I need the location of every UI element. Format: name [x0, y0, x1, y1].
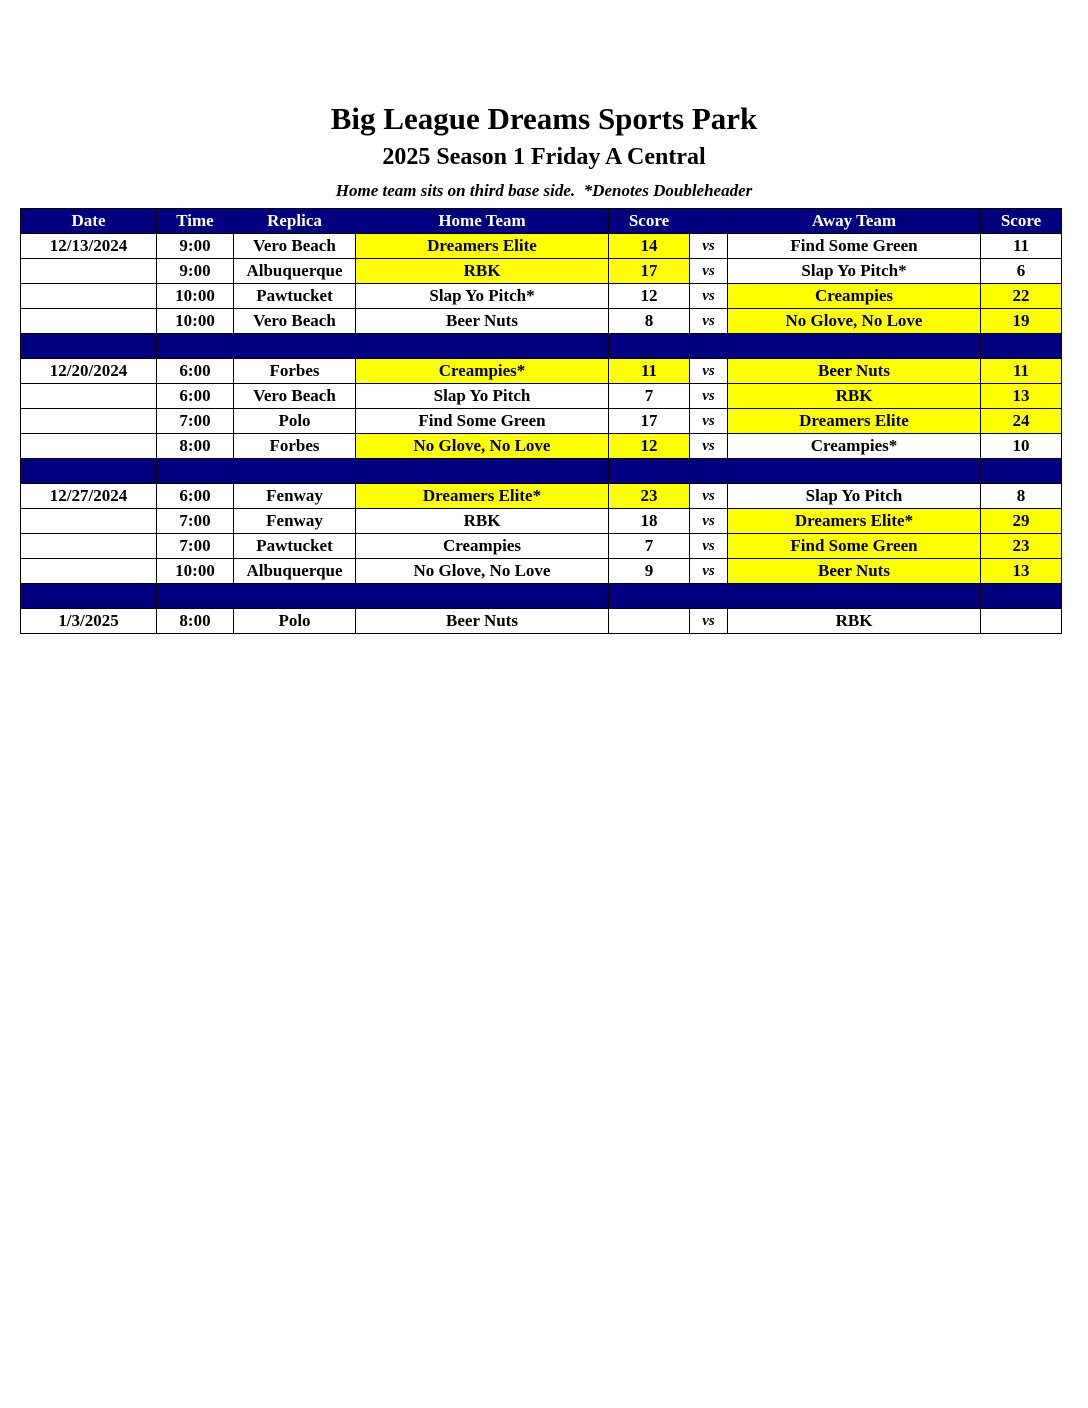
cell-home-score: 17: [609, 409, 690, 434]
cell-away-score: [981, 609, 1062, 634]
cell-home-score: 17: [609, 259, 690, 284]
cell-away-score: 23: [981, 534, 1062, 559]
cell-time: 7:00: [157, 509, 234, 534]
cell-away-score: 11: [981, 234, 1062, 259]
cell-home-score: 18: [609, 509, 690, 534]
cell-away-score: 6: [981, 259, 1062, 284]
separator-cell: [690, 334, 728, 359]
cell-date: 12/20/2024: [21, 359, 157, 384]
schedule-body: [21, 234, 1062, 634]
cell-replica: Pawtucket: [234, 284, 356, 309]
cell-time: 7:00: [157, 409, 234, 434]
cell-replica: Vero Beach: [234, 234, 356, 259]
separator-cell: [356, 584, 609, 609]
cell-date: [21, 284, 157, 309]
cell-time: 9:00: [157, 259, 234, 284]
separator-cell: [356, 334, 609, 359]
cell-vs: vs: [690, 509, 728, 534]
game-row: [21, 509, 1062, 534]
cell-replica: Pawtucket: [234, 534, 356, 559]
cell-away-team: Beer Nuts: [728, 559, 981, 584]
cell-away-team: No Glove, No Love: [728, 309, 981, 334]
header-time: Time: [157, 209, 234, 234]
game-row: [21, 609, 1062, 634]
cell-home-score: 8: [609, 309, 690, 334]
cell-home-team: Slap Yo Pitch: [356, 384, 609, 409]
cell-away-team: Beer Nuts: [728, 359, 981, 384]
cell-date: [21, 259, 157, 284]
cell-away-score: 11: [981, 359, 1062, 384]
cell-home-team: Creampies*: [356, 359, 609, 384]
separator-cell: [728, 459, 981, 484]
cell-home-score: 7: [609, 384, 690, 409]
header-away-score: Score: [981, 209, 1062, 234]
cell-replica: Forbes: [234, 359, 356, 384]
cell-away-team: Slap Yo Pitch*: [728, 259, 981, 284]
cell-away-team: RBK: [728, 384, 981, 409]
cell-date: [21, 559, 157, 584]
separator-cell: [690, 459, 728, 484]
cell-away-score: 22: [981, 284, 1062, 309]
game-row: [21, 434, 1062, 459]
cell-date: 12/13/2024: [21, 234, 157, 259]
cell-home-team: RBK: [356, 509, 609, 534]
separator-cell: [234, 584, 356, 609]
cell-away-score: 13: [981, 559, 1062, 584]
cell-home-team: Find Some Green: [356, 409, 609, 434]
schedule-note: Home team sits on third base side. *Denotes Doubleheader: [335, 181, 753, 200]
cell-time: 8:00: [157, 609, 234, 634]
cell-home-team: Beer Nuts: [356, 609, 609, 634]
cell-away-team: Find Some Green: [728, 234, 981, 259]
cell-replica: Vero Beach: [234, 384, 356, 409]
separator-cell: [728, 334, 981, 359]
header-home-team: Home Team: [356, 209, 609, 234]
separator-cell: [356, 459, 609, 484]
cell-vs: vs: [690, 409, 728, 434]
cell-home-team: No Glove, No Love: [356, 434, 609, 459]
separator-row: [21, 459, 1062, 484]
separator-cell: [21, 584, 157, 609]
separator-cell: [234, 459, 356, 484]
cell-time: 9:00: [157, 234, 234, 259]
separator-row: [21, 334, 1062, 359]
cell-away-team: RBK: [728, 609, 981, 634]
separator-cell: [981, 459, 1062, 484]
cell-vs: vs: [690, 309, 728, 334]
cell-away-team: Find Some Green: [728, 534, 981, 559]
game-row: [21, 284, 1062, 309]
cell-away-team: Creampies*: [728, 434, 981, 459]
cell-home-team: Dreamers Elite: [356, 234, 609, 259]
game-row: [21, 384, 1062, 409]
cell-time: 10:00: [157, 559, 234, 584]
cell-date: 12/27/2024: [21, 484, 157, 509]
cell-away-score: 29: [981, 509, 1062, 534]
header-row: [21, 209, 1062, 234]
page-title: Big League Dreams Sports Park: [330, 101, 758, 136]
cell-away-team: Dreamers Elite*: [728, 509, 981, 534]
separator-cell: [609, 334, 690, 359]
cell-vs: vs: [690, 609, 728, 634]
cell-vs: vs: [690, 559, 728, 584]
cell-vs: vs: [690, 534, 728, 559]
separator-cell: [21, 334, 157, 359]
cell-home-score: 23: [609, 484, 690, 509]
cell-time: 6:00: [157, 359, 234, 384]
game-row: [21, 409, 1062, 434]
cell-date: [21, 434, 157, 459]
separator-cell: [157, 584, 234, 609]
cell-time: 6:00: [157, 484, 234, 509]
game-row: [21, 234, 1062, 259]
header-away-team: Away Team: [728, 209, 981, 234]
separator-cell: [981, 584, 1062, 609]
cell-replica: Albuquerque: [234, 259, 356, 284]
separator-cell: [728, 584, 981, 609]
separator-cell: [157, 334, 234, 359]
cell-vs: vs: [690, 284, 728, 309]
cell-replica: Albuquerque: [234, 559, 356, 584]
separator-cell: [21, 459, 157, 484]
cell-vs: vs: [690, 434, 728, 459]
header-replica: Replica: [234, 209, 356, 234]
game-row: [21, 484, 1062, 509]
season-subtitle: 2025 Season 1 Friday A Central: [382, 144, 706, 170]
cell-time: 7:00: [157, 534, 234, 559]
separator-cell: [690, 584, 728, 609]
game-row: [21, 534, 1062, 559]
cell-home-team: Dreamers Elite*: [356, 484, 609, 509]
cell-vs: vs: [690, 384, 728, 409]
cell-home-team: Slap Yo Pitch*: [356, 284, 609, 309]
cell-home-score: [609, 609, 690, 634]
cell-home-score: 12: [609, 284, 690, 309]
cell-vs: vs: [690, 234, 728, 259]
cell-vs: vs: [690, 359, 728, 384]
cell-away-score: 24: [981, 409, 1062, 434]
header-home-score: Score: [609, 209, 690, 234]
cell-replica: Vero Beach: [234, 309, 356, 334]
cell-date: [21, 409, 157, 434]
cell-home-score: 12: [609, 434, 690, 459]
separator-cell: [609, 584, 690, 609]
header-date: Date: [21, 209, 157, 234]
cell-date: [21, 309, 157, 334]
cell-home-team: No Glove, No Love: [356, 559, 609, 584]
game-row: [21, 309, 1062, 334]
cell-home-team: RBK: [356, 259, 609, 284]
cell-away-team: Creampies: [728, 284, 981, 309]
cell-date: [21, 534, 157, 559]
cell-away-score: 13: [981, 384, 1062, 409]
cell-replica: Forbes: [234, 434, 356, 459]
header-vs: [690, 209, 728, 234]
game-row: [21, 359, 1062, 384]
separator-cell: [609, 459, 690, 484]
game-row: [21, 559, 1062, 584]
cell-date: [21, 509, 157, 534]
schedule-table: [20, 208, 1062, 634]
cell-time: 10:00: [157, 309, 234, 334]
separator-cell: [157, 459, 234, 484]
cell-away-team: Dreamers Elite: [728, 409, 981, 434]
cell-away-score: 10: [981, 434, 1062, 459]
cell-replica: Fenway: [234, 509, 356, 534]
separator-row: [21, 584, 1062, 609]
separator-cell: [981, 334, 1062, 359]
cell-date: 1/3/2025: [21, 609, 157, 634]
cell-replica: Fenway: [234, 484, 356, 509]
game-row: [21, 259, 1062, 284]
cell-time: 10:00: [157, 284, 234, 309]
separator-cell: [234, 334, 356, 359]
cell-time: 6:00: [157, 384, 234, 409]
cell-home-score: 14: [609, 234, 690, 259]
cell-replica: Polo: [234, 409, 356, 434]
cell-time: 8:00: [157, 434, 234, 459]
cell-home-team: Creampies: [356, 534, 609, 559]
cell-home-score: 11: [609, 359, 690, 384]
cell-home-team: Beer Nuts: [356, 309, 609, 334]
cell-away-team: Slap Yo Pitch: [728, 484, 981, 509]
cell-date: [21, 384, 157, 409]
cell-away-score: 8: [981, 484, 1062, 509]
cell-home-score: 7: [609, 534, 690, 559]
cell-vs: vs: [690, 484, 728, 509]
cell-home-score: 9: [609, 559, 690, 584]
cell-vs: vs: [690, 259, 728, 284]
cell-replica: Polo: [234, 609, 356, 634]
cell-away-score: 19: [981, 309, 1062, 334]
